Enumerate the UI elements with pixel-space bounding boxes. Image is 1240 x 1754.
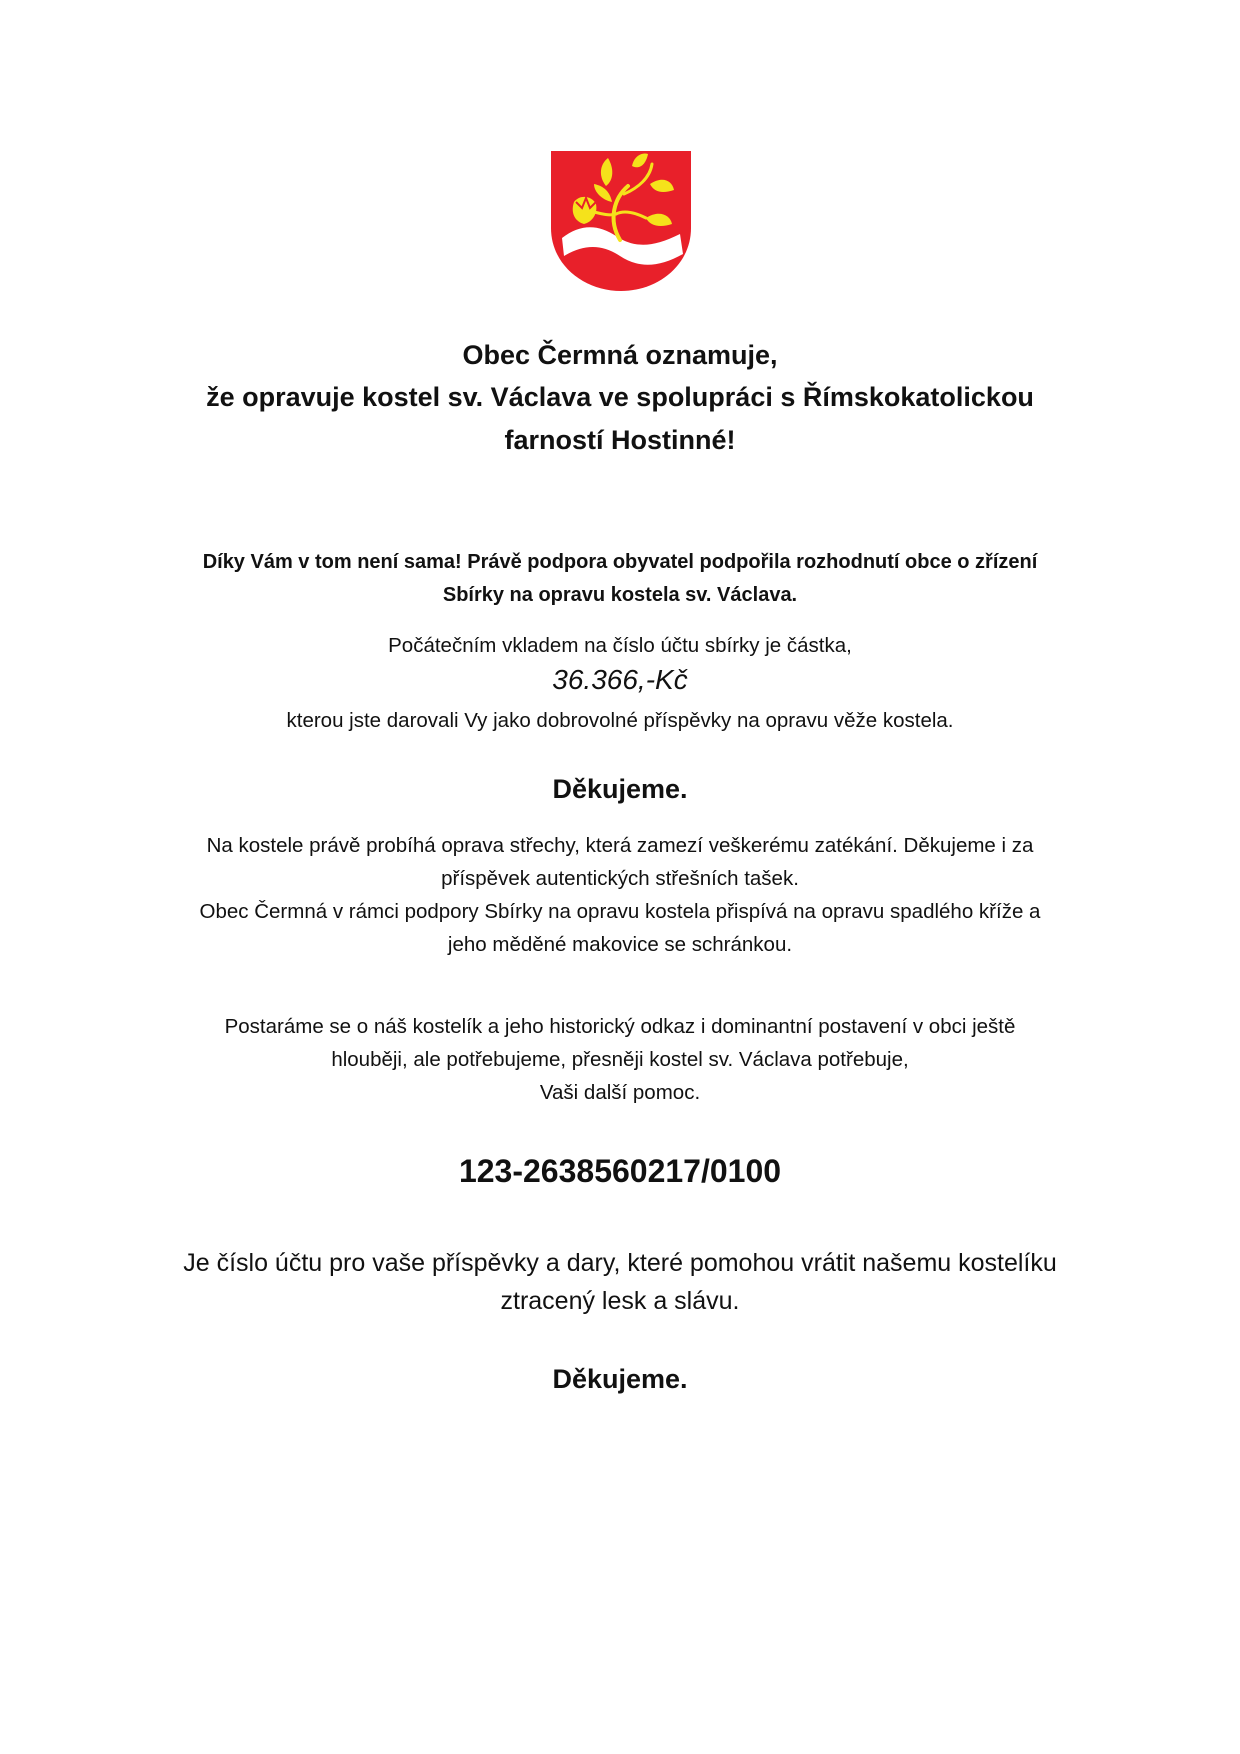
account-number: 123-2638560217/0100 <box>458 1153 782 1189</box>
donation-follow: kterou jste darovali Vy jako dobrovolné příspěvky na opravu věže kostela. <box>286 709 954 732</box>
appeal-line-3: Vaši další pomoc. <box>539 1081 701 1104</box>
appeal-line-2: hlouběji, ale potřebujeme, přesněji kostel sv. Václava potřebuje, <box>331 1048 909 1071</box>
repair-line-1: Na kostele právě probíhá oprava střechy, která zamezí veškerému zatékání. Děkujeme i za <box>206 834 1034 857</box>
donation-amount: 36.366,-Kč <box>552 664 688 695</box>
repair-line-2: příspěvek autentických střešních tašek. <box>441 867 799 890</box>
intro-line-2: Sbírky na opravu kostela sv. Václava. <box>442 584 798 606</box>
title-line-1: Obec Čermná oznamuje, <box>462 340 778 370</box>
closing-line-1: Je číslo účtu pro vaše příspěvky a dary, které pomohou vrátit našemu kostelíku <box>183 1249 1057 1277</box>
title-line-3: farností Hostinné! <box>504 425 736 455</box>
title-line-2: že opravuje kostel sv. Václava ve spolupráci s Římskokatolickou <box>206 382 1034 412</box>
repair-line-4: jeho měděné makovice se schránkou. <box>447 933 793 956</box>
coat-of-arms-icon <box>550 150 692 292</box>
closing-line-2: ztracený lesk a slávu. <box>500 1287 740 1315</box>
intro-line-1: Díky Vám v tom není sama! Právě podpora obyvatel podpořila rozhodnutí obce o zřízení <box>202 551 1038 573</box>
thanks-heading-2: Děkujeme. <box>552 1364 688 1394</box>
donation-lead: Počátečním vkladem na číslo účtu sbírky je částka, <box>388 634 852 657</box>
appeal-line-1: Postaráme se o náš kostelík a jeho historický odkaz i dominantní postavení v obci ještě <box>224 1015 1016 1038</box>
thanks-heading-1: Děkujeme. <box>552 774 688 804</box>
repair-line-3: Obec Čermná v rámci podpory Sbírky na opravu kostela přispívá na opravu spadlého kříže a <box>199 900 1041 923</box>
